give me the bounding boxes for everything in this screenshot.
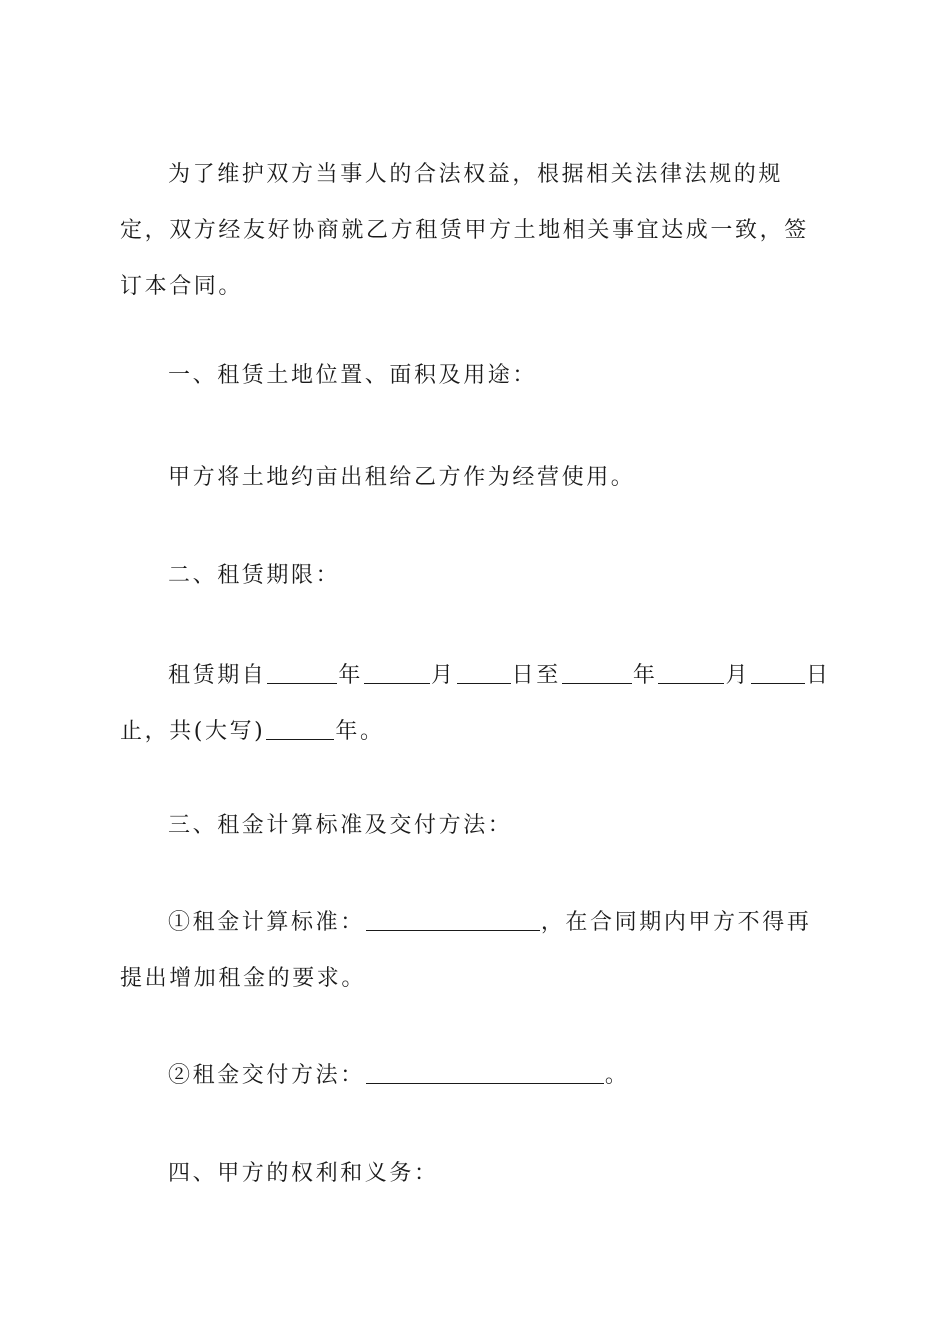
rent-payment-paragraph xyxy=(168,1048,629,1104)
section3-heading: 三、租金计算标准及交付方法： xyxy=(168,813,513,838)
rent-standard-paragraph xyxy=(120,895,832,1007)
rent-standard-rest: ，在合同期内甲方不得再提出增加租金的要求。 xyxy=(120,910,812,991)
intro-paragraph: 为了维护双方当事人的合法权益，根据相关法律法规的规定，双方经友好协商就乙方租赁甲方土地相关事宜达成一致，签订本合同。 xyxy=(120,162,809,299)
term-year-total: 年。 xyxy=(335,719,385,744)
start-year-blank[interactable] xyxy=(267,663,337,684)
rent-payment-label: ②租金交付方法： xyxy=(168,1063,365,1088)
section1-body: 甲方将土地约亩出租给乙方作为经营使用。 xyxy=(168,465,636,490)
rent-payment-blank[interactable] xyxy=(366,1063,604,1084)
lease-term-paragraph xyxy=(120,648,832,760)
section4-heading: 四、甲方的权利和义务： xyxy=(168,1161,439,1186)
section1-heading: 一、租赁土地位置、面积及用途： xyxy=(168,363,538,388)
rent-payment-end: 。 xyxy=(604,1063,630,1088)
term-year-1: 年 xyxy=(338,663,364,688)
start-month-blank[interactable] xyxy=(364,663,430,684)
rent-standard-blank[interactable] xyxy=(366,910,540,931)
end-day-blank[interactable] xyxy=(751,663,805,684)
term-month-2: 月 xyxy=(725,663,751,688)
term-day-to: 日至 xyxy=(511,663,561,688)
end-month-blank[interactable] xyxy=(658,663,724,684)
term-month-1: 月 xyxy=(431,663,456,688)
total-years-blank[interactable] xyxy=(266,719,334,740)
term-day-end: 日止，共(大写) xyxy=(120,663,831,744)
end-year-blank[interactable] xyxy=(562,663,632,684)
start-day-blank[interactable] xyxy=(457,663,511,684)
rent-standard-label: ①租金计算标准： xyxy=(168,910,365,935)
section2-heading: 二、租赁期限： xyxy=(168,563,341,588)
term-year-2: 年 xyxy=(632,663,658,688)
term-prefix: 租赁期自 xyxy=(168,663,267,688)
